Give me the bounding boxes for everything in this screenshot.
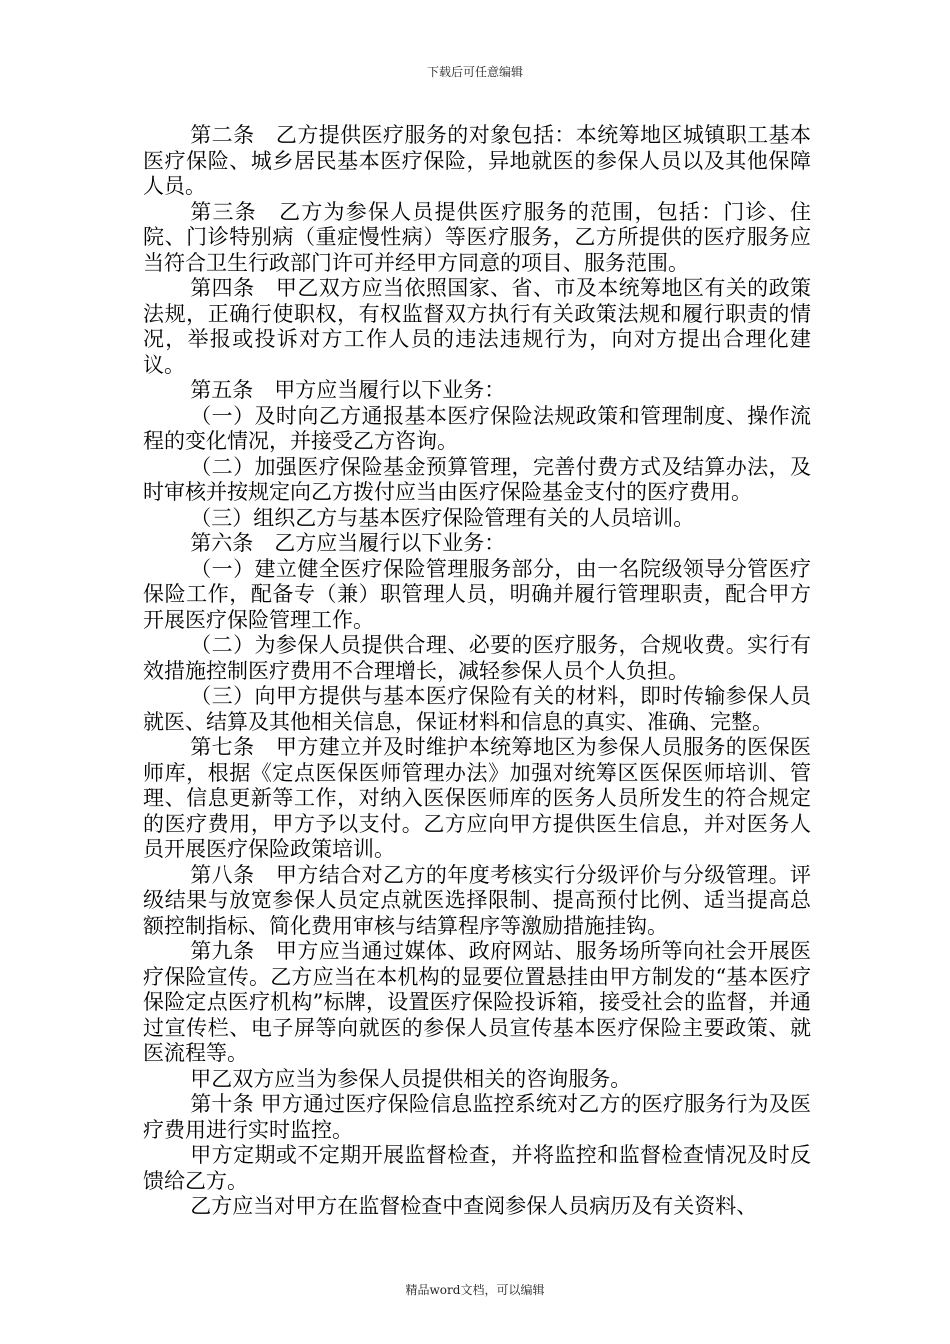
page-header: 下载后可任意编辑 <box>426 65 523 79</box>
paragraph-article-7: 第七条 甲方建立并及时维护本统筹地区为参保人员服务的医保医师库，根据《定点医保医师管理办法》加强对统筹区医保医师培训、管理、信息更新等工作，对纳入医保医师库的医务人员所发生的符合规定的医疗费用，甲方予以支付。乙方应向甲方提供医生信息，并对医务人员开展医疗保险政策培训。 <box>143 735 811 861</box>
paragraph-article-5-item-2: （二）加强医疗保险基金预算管理，完善付费方式及结算办法，及时审核并按规定向乙方拨付应当由医疗保险基金支付的医疗费用。 <box>143 454 811 504</box>
paragraph-article-4: 第四条 甲乙双方应当依照国家、省、市及本统筹地区有关的政策法规，正确行使职权，有权监督双方执行有关政策法规和履行职责的情况，举报或投诉对方工作人员的违法违规行为，向对方提出合理化建议。 <box>143 276 811 377</box>
paragraph-article-8: 第八条 甲方结合对乙方的年度考核实行分级评价与分级管理。评级结果与放宽参保人员定点就医选择限制、提高预付比例、适当提高总额控制指标、简化费用审核与结算程序等激励措施挂钩。 <box>143 862 811 938</box>
paragraph-article-6-item-2: （二）为参保人员提供合理、必要的医疗服务，合规收费。实行有效措施控制医疗费用不合理增长，减轻参保人员个人负担。 <box>143 633 811 683</box>
paragraph-article-3: 第三条 乙方为参保人员提供医疗服务的范围，包括：门诊、住院、门诊特别病（重症慢性病）等医疗服务，乙方所提供的医疗服务应当符合卫生行政部门许可并经甲方同意的项目、服务范围。 <box>143 199 811 275</box>
paragraph-article-6-item-1: （一）建立健全医疗保险管理服务部分，由一名院级领导分管医疗保险工作，配备专（兼）职管理人员，明确并履行管理职责，配合甲方开展医疗保险管理工作。 <box>143 556 811 632</box>
paragraph-article-10-cooperation: 乙方应当对甲方在监督检查中查阅参保人员病历及有关资料、 <box>190 1194 758 1218</box>
paragraph-article-6: 第六条 乙方应当履行以下业务： <box>190 531 506 555</box>
paragraph-article-5: 第五条 甲方应当履行以下业务： <box>190 378 506 402</box>
paragraph-article-9: 第九条 甲方应当通过媒体、政府网站、服务场所等向社会开展医疗保险宣传。乙方应当在本机构的显要位置悬挂由甲方制发的“基本医疗保险定点医疗机构”标牌，设置医疗保险投诉箱，接受社会的监督，并通过宣传栏、电子屏等向就医的参保人员宣传基本医疗保险主要政策、就医流程等。 <box>143 939 811 1065</box>
paragraph-article-2: 第二条 乙方提供医疗服务的对象包括：本统筹地区城镇职工基本医疗保险、城乡居民基本医疗保险，异地就医的参保人员以及其他保障人员。 <box>143 123 811 198</box>
paragraph-article-6-item-3: （三）向甲方提供与基本医疗保险有关的材料，即时传输参保人员就医、结算及其他相关信息，保证材料和信息的真实、准确、完整。 <box>143 684 811 734</box>
paragraph-article-5-item-3: （三）组织乙方与基本医疗保险管理有关的人员培训。 <box>190 505 695 530</box>
paragraph-article-10: 第十条 甲方通过医疗保险信息监控系统对乙方的医疗服务行为及医疗费用进行实时监控。 <box>143 1092 811 1142</box>
document-body <box>143 123 811 1220</box>
paragraph-article-5-item-1: （一）及时向乙方通报基本医疗保险法规政策和管理制度、操作流程的变化情况，并接受乙方咨询。 <box>143 403 811 453</box>
page-footer: 精品word文档，可以编辑 <box>405 1283 545 1297</box>
paragraph-article-9-consult: 甲乙双方应当为参保人员提供相关的咨询服务。 <box>190 1066 632 1091</box>
paragraph-article-10-inspection: 甲方定期或不定期开展监督检查，并将监控和监督检查情况及时反馈给乙方。 <box>143 1143 811 1193</box>
